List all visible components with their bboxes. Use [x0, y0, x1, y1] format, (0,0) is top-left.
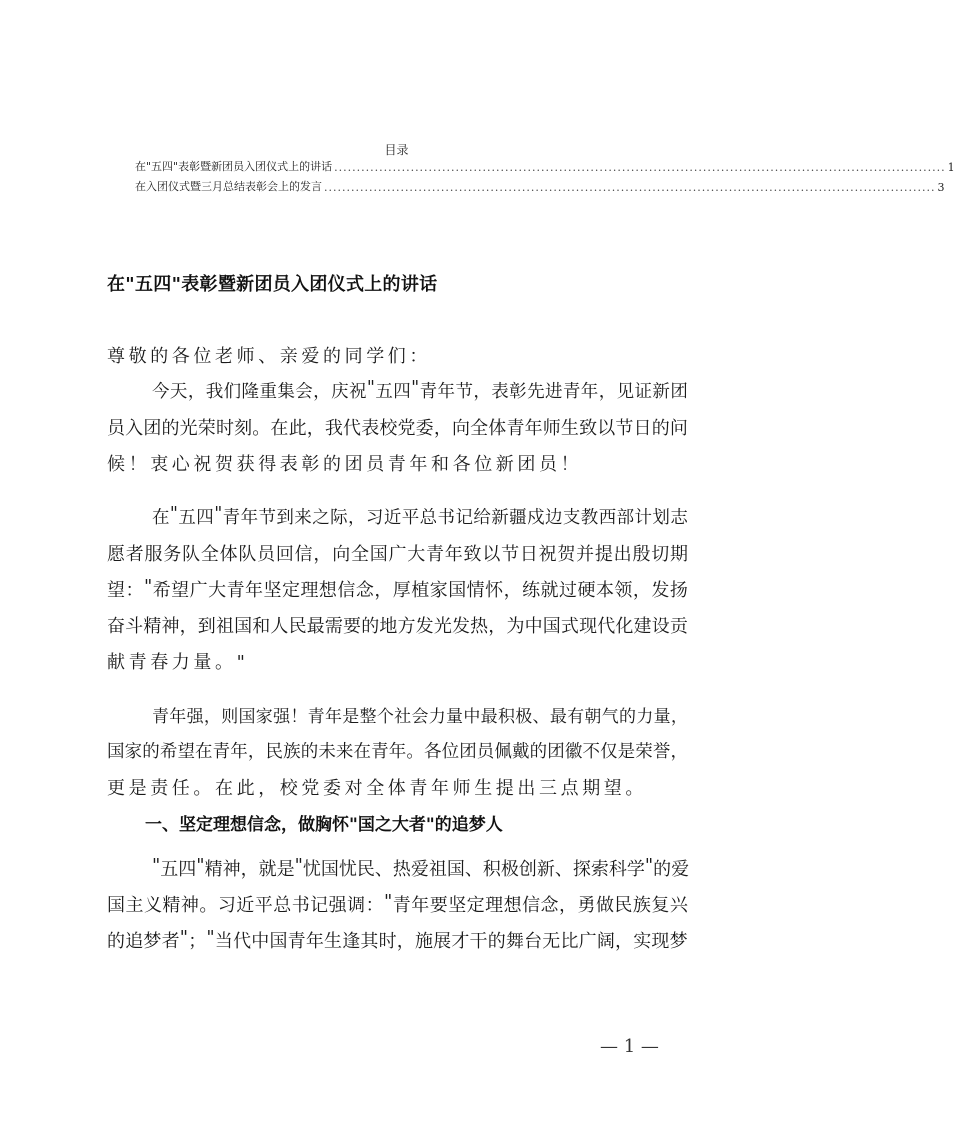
toc-entry-label: 在入团仪式暨三月总结表彰会上的发言: [135, 180, 322, 193]
paragraph-line: " 五 四 " 精 神 ， 就 是 " 忧 国 忧 民 、 热 爱 祖 国 、 积 极 创 新 、 探 索 科 学 " 的 爱: [152, 855, 690, 880]
toc-entry[interactable]: [135, 178, 945, 194]
toc-entry-leader: ........................................................................................................................................: [324, 181, 936, 194]
paragraph-line: 更是责任。在此，校党委对全体青年师生提出三点期望。: [107, 778, 647, 799]
section-heading: 一、坚定理想信念，做胸怀"国之大者"的追梦人: [145, 815, 503, 835]
paragraph-line: 国 家 的 希 望 在 青 年 ， 民 族 的 未 来 在 青 年 。 各 位 团 员 佩 戴 的 团 徽 不 仅 是 荣 誉 ，: [107, 742, 688, 762]
paragraph-line: 奋 斗 精 神 ， 到 祖 国 和 人 民 最 需 要 的 地 方 发 光 发 热 ， 为 中 国 式 现 代 化 建 设 贡: [107, 616, 688, 637]
paragraph-line: 国 主 义 精 神 。 习 近 平 总 书 记 强 调 ： " 青 年 要 坚 定 理 想 信 念 ， 勇 做 民 族 复 兴: [107, 891, 688, 916]
toc-entry-page: 3: [937, 181, 945, 194]
paragraph-line: 愿 者 服 务 队 全 体 队 员 回 信 ， 向 全 国 广 大 青 年 致 以 节 日 祝 贺 并 提 出 殷 切 期: [107, 544, 688, 565]
paragraph-line: 的 追 梦 者 " ； " 当 代 中 国 青 年 生 逢 其 时 ， 施 展 才 干 的 舞 台 无 比 广 阔 ， 实 现 梦: [107, 927, 688, 952]
paragraph-line: 员 入 团 的 光 荣 时 刻 。 在 此 ， 我 代 表 校 党 委 ， 向 全 体 青 年 师 生 致 以 节 日 的 问: [107, 418, 688, 439]
paragraph-line: 候！衷心祝贺获得表彰的团员青年和各位新团员！: [107, 454, 583, 475]
document-title: 在"五四"表彰暨新团员入团仪式上的讲话: [107, 274, 438, 295]
paragraph-line: 青 年 强 ， 则 国 家 强 ！ 青 年 是 整 个 社 会 力 量 中 最 积 极 、 最 有 朝 气 的 力 量 ，: [152, 707, 688, 727]
toc-entry-page: 1: [947, 161, 955, 174]
paragraph-line: 献青春力量。": [107, 652, 249, 673]
salutation: 尊敬的各位老师、亲爱的同学们：: [107, 346, 431, 367]
paragraph-line: 在 " 五 四 " 青 年 节 到 来 之 际 ， 习 近 平 总 书 记 给 新 疆 戍 边 支 教 西 部 计 划 志: [152, 504, 688, 528]
toc-entry-label: 在"五四"表彰暨新团员入团仪式上的讲话: [135, 160, 333, 173]
paragraph-line: 今 天 ， 我 们 隆 重 集 会 ， 庆 祝 " 五 四 " 青 年 节 ， 表 彰 先 进 青 年 ， 见 证 新 团: [152, 378, 688, 402]
toc-title: 目录: [384, 143, 409, 157]
page-number: — 1 —: [600, 1036, 659, 1057]
paragraph-line: 望 ： " 希 望 广 大 青 年 坚 定 理 想 信 念 ， 厚 植 家 国 情 怀 ， 练 就 过 硬 本 领 ， 发 扬: [107, 576, 688, 601]
toc-entry[interactable]: [135, 158, 955, 174]
toc-entry-leader: ........................................................................................................................................: [334, 161, 946, 174]
